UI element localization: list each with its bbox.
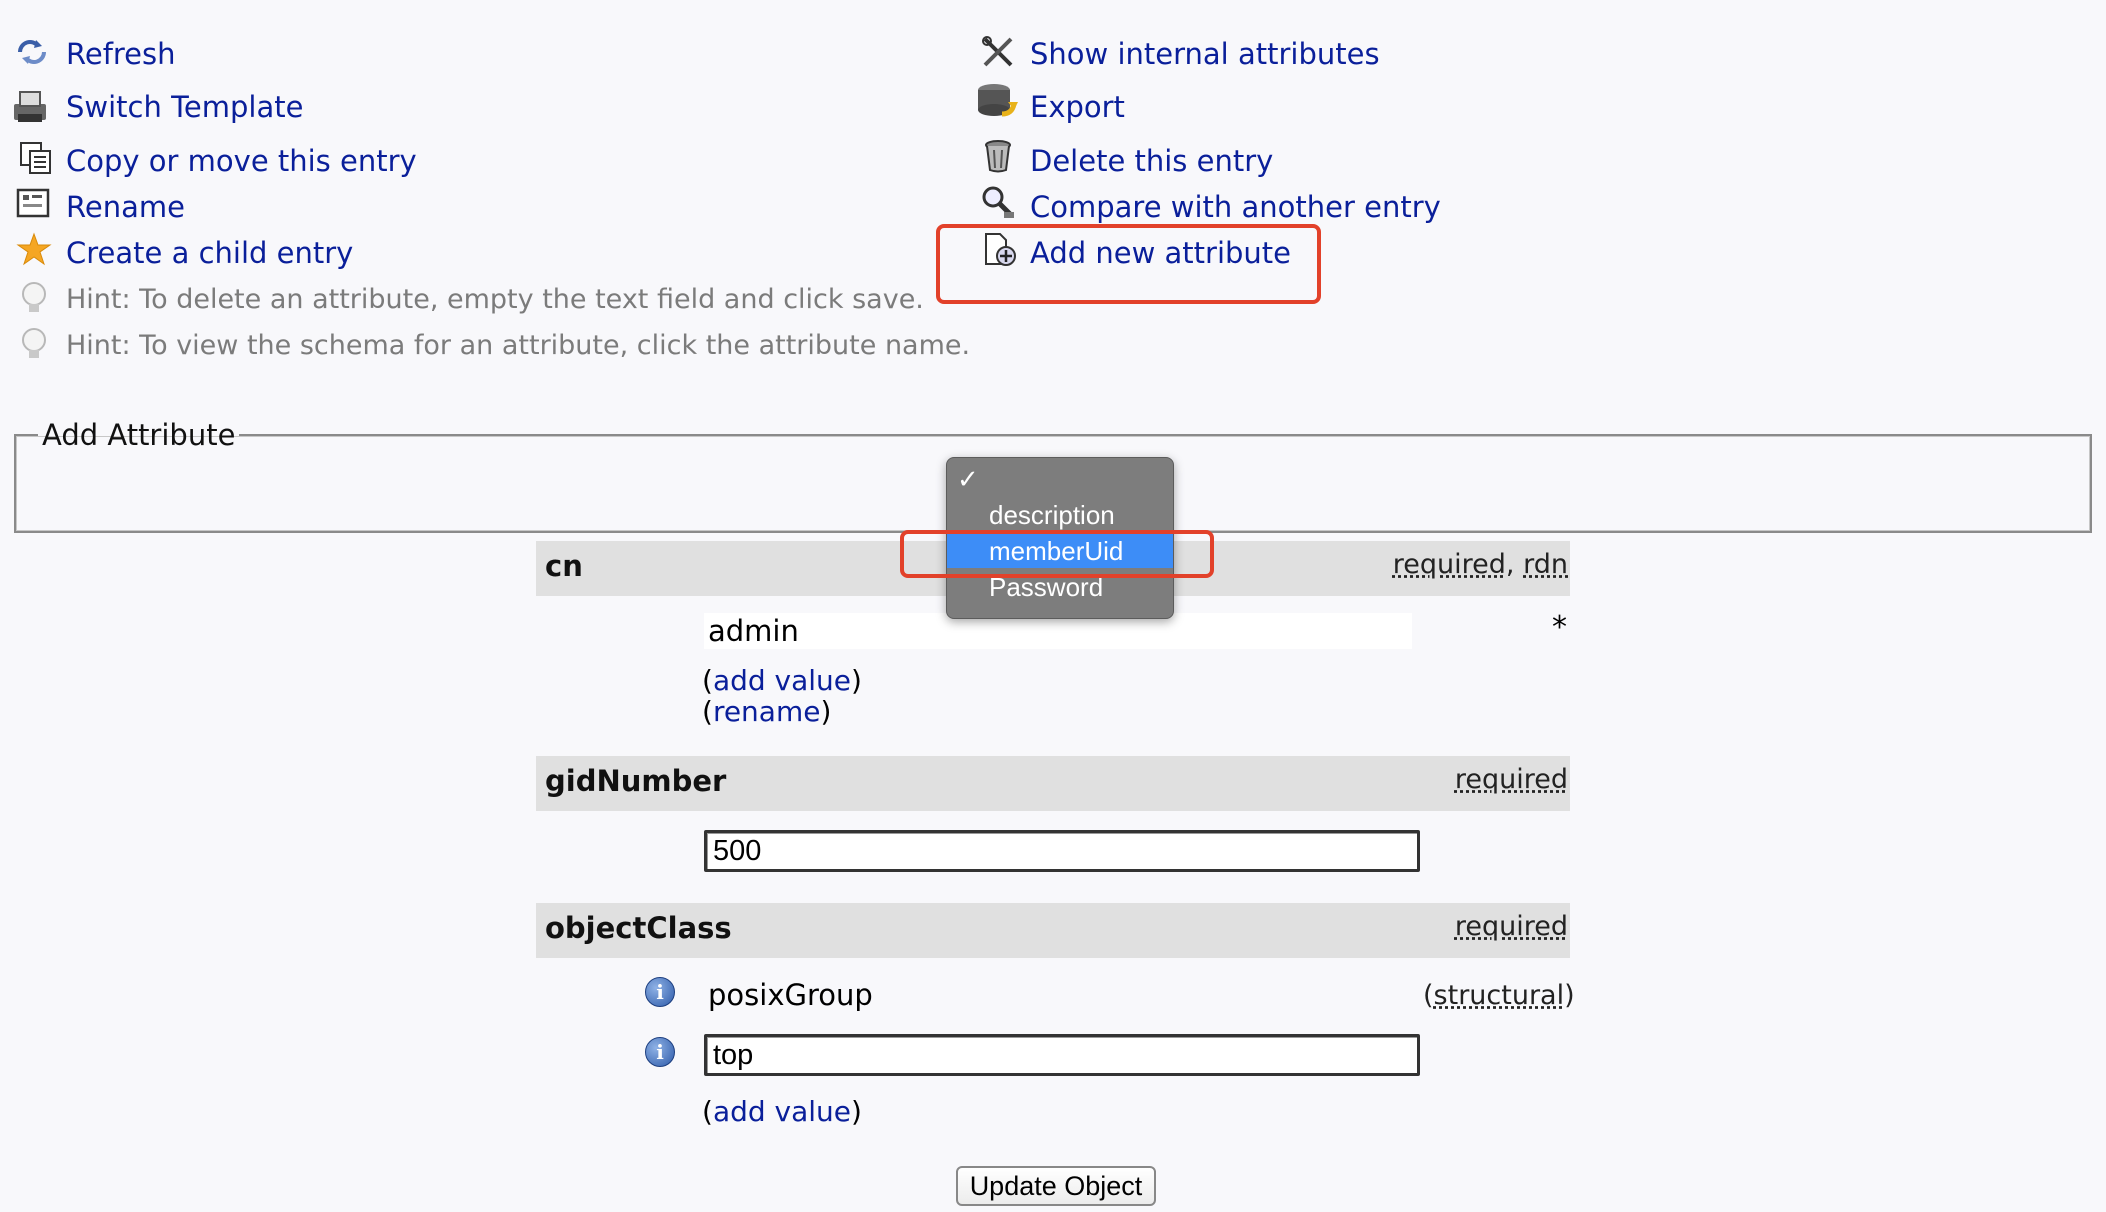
lightbulb-icon (18, 326, 50, 366)
cn-add-value[interactable]: (add value) (702, 664, 862, 697)
objectclass-add-value[interactable]: (add value) (702, 1095, 862, 1128)
tag-separator: , (1505, 549, 1515, 580)
cn-rename[interactable]: (rename) (702, 695, 832, 728)
rename-value-link[interactable]: rename (712, 695, 821, 728)
gidnumber-input[interactable] (704, 830, 1420, 872)
compare-link[interactable]: Compare with another entry (1030, 190, 1441, 224)
add-value-link[interactable]: add value (712, 664, 852, 697)
required-marker: * (1552, 610, 1567, 645)
attribute-header-gidnumber (536, 756, 1570, 811)
required-tag: required (1392, 549, 1506, 580)
info-icon[interactable]: i (645, 1037, 675, 1067)
copy-move-link[interactable]: Copy or move this entry (66, 144, 417, 178)
rdn-tag: rdn (1523, 549, 1568, 580)
hint-delete-text: Hint: To delete an attribute, empty the text field and click save. (66, 284, 924, 315)
required-tag: required (1454, 911, 1568, 942)
dropdown-option-description[interactable]: description (989, 500, 1115, 530)
checkmark-icon: ✓ (957, 464, 979, 494)
attribute-header-objectclass (536, 903, 1570, 958)
add-attribute-legend: Add Attribute (42, 418, 236, 452)
info-icon[interactable]: i (645, 977, 675, 1007)
trash-icon (982, 138, 1018, 174)
update-object-button[interactable]: Update Object (956, 1166, 1156, 1206)
refresh-link[interactable]: Refresh (66, 37, 176, 71)
refresh-icon (14, 34, 50, 70)
highlight-add-new-attribute (936, 224, 1321, 304)
hint-schema-text: Hint: To view the schema for an attribute, click the attribute name. (66, 330, 971, 361)
attribute-name-cn[interactable]: cn (545, 549, 583, 583)
create-child-link[interactable]: Create a child entry (66, 236, 354, 270)
template-icon (10, 86, 52, 128)
objectclass-value-posixgroup: posixGroup (708, 978, 873, 1012)
attribute-tags-gidnumber (1455, 764, 1568, 795)
attribute-name-objectclass[interactable]: objectClass (545, 911, 732, 945)
cn-value: admin (708, 614, 799, 648)
rename-link[interactable]: Rename (66, 190, 185, 224)
star-icon (16, 232, 52, 268)
add-value-link[interactable]: add value (712, 1095, 852, 1128)
delete-entry-link[interactable]: Delete this entry (1030, 144, 1274, 178)
show-internal-link[interactable]: Show internal attributes (1030, 37, 1380, 71)
highlight-memberuid (900, 530, 1214, 578)
dropdown-option-memberuid[interactable]: memberUid (947, 534, 1173, 568)
export-link[interactable]: Export (1030, 90, 1125, 124)
rename-icon (16, 186, 52, 222)
dropdown-option-empty[interactable] (947, 462, 1173, 496)
dropdown-option-password[interactable]: Password (989, 572, 1104, 602)
structural-tag: (structural) (1423, 980, 1575, 1011)
add-new-attribute-link[interactable]: Add new attribute (1030, 236, 1292, 270)
objectclass-top-input[interactable] (704, 1034, 1420, 1076)
compare-icon (980, 184, 1016, 220)
tools-icon (980, 34, 1016, 70)
attribute-name-gidnumber[interactable]: gidNumber (545, 764, 727, 798)
lightbulb-icon (18, 280, 50, 320)
required-tag: required (1454, 764, 1568, 795)
export-icon (974, 80, 1020, 126)
attribute-tags-objectclass (1455, 911, 1568, 942)
switch-template-link[interactable]: Switch Template (66, 90, 304, 124)
attribute-tags-cn (1393, 549, 1568, 580)
copy-icon (18, 140, 54, 176)
